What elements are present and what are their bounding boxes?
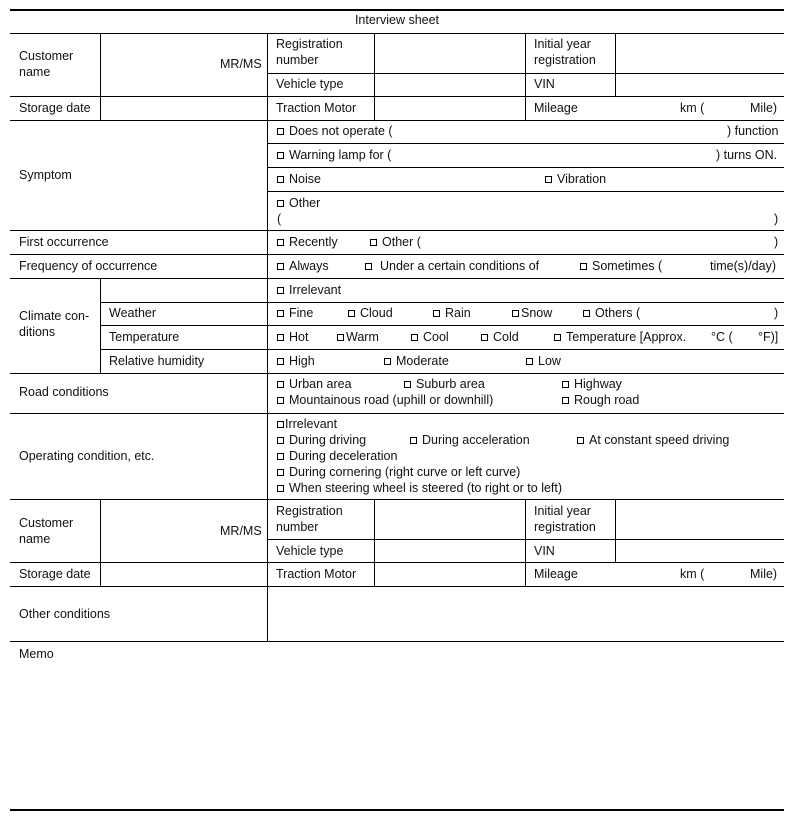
does-not-operate-option[interactable]: Does not operate ( xyxy=(277,123,393,139)
checkbox-icon[interactable] xyxy=(277,381,284,388)
divider xyxy=(374,33,375,120)
first-other-option[interactable]: Other ( xyxy=(370,234,421,250)
rule xyxy=(10,230,784,231)
checkbox-icon[interactable] xyxy=(277,485,284,492)
urban-area-option[interactable]: Urban area xyxy=(277,376,352,392)
traction-motor-label-2: Traction Motor xyxy=(276,567,357,581)
checkbox-icon[interactable] xyxy=(410,437,417,444)
rule xyxy=(10,413,784,414)
checkbox-icon[interactable] xyxy=(433,310,440,317)
rule xyxy=(10,562,784,563)
mileage-label: Mileage xyxy=(534,101,578,115)
rule xyxy=(10,499,784,500)
checkbox-icon[interactable] xyxy=(277,152,284,159)
checkbox-icon[interactable] xyxy=(277,200,284,207)
checkbox-icon[interactable] xyxy=(348,310,355,317)
divider xyxy=(267,33,268,120)
checkbox-icon[interactable] xyxy=(277,239,284,246)
relative-humidity-label: Relative humidity xyxy=(109,354,205,368)
vin-label: VIN xyxy=(534,77,555,91)
rule xyxy=(100,325,784,326)
checkbox-icon[interactable] xyxy=(277,128,284,135)
vibration-option[interactable]: Vibration xyxy=(545,171,606,187)
rule xyxy=(267,167,784,168)
other-symptom-option[interactable]: Other xyxy=(277,195,320,211)
checkbox-icon[interactable] xyxy=(580,263,587,270)
mile-label: Mile) xyxy=(750,101,778,115)
mileage-label-2: Mileage xyxy=(534,567,578,581)
checkbox-icon[interactable] xyxy=(384,358,391,365)
divider xyxy=(525,33,526,120)
mountainous-road-option[interactable]: Mountainous road (uphill or downhill) xyxy=(277,392,493,408)
mile-label-2: Mile) xyxy=(750,567,778,581)
storage-date-label: Storage date xyxy=(19,101,91,115)
checkbox-icon[interactable] xyxy=(370,239,377,246)
moderate-option[interactable]: Moderate xyxy=(384,353,449,369)
rule xyxy=(10,120,784,121)
memo-label: Memo xyxy=(19,647,54,661)
suburb-area-option[interactable]: Suburb area xyxy=(404,376,485,392)
km-label: km ( xyxy=(680,101,705,115)
rule xyxy=(100,349,784,350)
noise-option[interactable]: Noise xyxy=(277,171,321,187)
during-deceleration-option[interactable]: During deceleration xyxy=(277,448,397,464)
rule xyxy=(10,96,784,97)
checkbox-icon[interactable] xyxy=(512,310,519,317)
rule xyxy=(10,641,784,642)
certain-conditions-option[interactable]: Under a certain conditions of xyxy=(365,258,539,274)
rule xyxy=(267,143,784,144)
cloud-option[interactable]: Cloud xyxy=(348,305,393,321)
highway-option[interactable]: Highway xyxy=(562,376,622,392)
always-option[interactable]: Always xyxy=(277,258,329,274)
operating-irrelevant-option[interactable]: Irrelevant xyxy=(277,416,337,432)
divider xyxy=(267,499,268,641)
checkbox-icon[interactable] xyxy=(277,334,284,341)
during-driving-option[interactable]: During driving xyxy=(277,432,366,448)
checkbox-icon[interactable] xyxy=(577,437,584,444)
checkbox-icon[interactable] xyxy=(277,469,284,476)
rough-road-option[interactable]: Rough road xyxy=(562,392,639,408)
fine-option[interactable]: Fine xyxy=(277,305,313,321)
rule xyxy=(100,302,784,303)
rule xyxy=(10,586,784,587)
first-occurrence-label: First occurrence xyxy=(19,235,109,249)
turns-on-label: ) turns ON. xyxy=(716,148,778,162)
divider xyxy=(615,33,616,97)
high-option[interactable]: High xyxy=(277,353,315,369)
checkbox-icon[interactable] xyxy=(277,176,284,183)
temperature-approx-option[interactable]: Temperature [Approx. xyxy=(554,329,686,345)
other-close-paren: ) xyxy=(774,212,779,226)
divider xyxy=(267,413,268,499)
rule xyxy=(10,278,784,279)
temperature-label: Temperature xyxy=(109,330,180,344)
hot-option[interactable]: Hot xyxy=(277,329,308,345)
cool-option[interactable]: Cool xyxy=(411,329,449,345)
storage-date-label-2: Storage date xyxy=(19,567,91,581)
bottom-border xyxy=(10,809,784,811)
other-open-paren: ( xyxy=(277,212,282,226)
checkbox-icon[interactable] xyxy=(277,421,284,428)
mr-ms-label: MR/MS xyxy=(220,57,262,71)
recently-option[interactable]: Recently xyxy=(277,234,338,250)
climate-conditions-label: Climate con- ditions xyxy=(19,309,90,339)
checkbox-icon[interactable] xyxy=(365,263,372,270)
checkbox-icon[interactable] xyxy=(526,358,533,365)
vin-label-2: VIN xyxy=(534,544,555,558)
checkbox-icon[interactable] xyxy=(277,397,284,404)
divider xyxy=(525,499,526,586)
rule xyxy=(10,254,784,255)
divider xyxy=(374,499,375,586)
during-cornering-option[interactable]: During cornering (right curve or left curve) xyxy=(277,464,520,480)
checkbox-icon[interactable] xyxy=(337,334,344,341)
checkbox-icon[interactable] xyxy=(277,437,284,444)
vehicle-type-label-2: Vehicle type xyxy=(276,544,344,558)
steering-option[interactable]: When steering wheel is steered (to right or to left) xyxy=(277,480,562,496)
checkbox-icon[interactable] xyxy=(411,334,418,341)
checkbox-icon[interactable] xyxy=(404,381,411,388)
first-other-close: ) xyxy=(774,235,779,249)
customer-name-label-2: Customer name xyxy=(19,516,74,546)
weather-close-paren: ) xyxy=(774,306,779,320)
vehicle-type-label: Vehicle type xyxy=(276,77,344,91)
checkbox-icon[interactable] xyxy=(562,381,569,388)
checkbox-icon[interactable] xyxy=(481,334,488,341)
sometimes-option[interactable]: Sometimes ( xyxy=(580,258,662,274)
deg-c-label: °C ( xyxy=(711,330,733,344)
traction-motor-label: Traction Motor xyxy=(276,101,357,115)
function-close-label: ) function xyxy=(727,124,779,138)
checkbox-icon[interactable] xyxy=(277,358,284,365)
climate-irrelevant-option[interactable]: Irrelevant xyxy=(277,282,341,298)
checkbox-icon[interactable] xyxy=(277,310,284,317)
warm-option[interactable]: Warm xyxy=(337,329,379,345)
rule xyxy=(267,191,784,192)
weather-others-option[interactable]: Others ( xyxy=(583,305,640,321)
checkbox-icon[interactable] xyxy=(545,176,552,183)
registration-number-label-2: Registration number xyxy=(276,504,343,534)
checkbox-icon[interactable] xyxy=(277,263,284,270)
divider xyxy=(615,499,616,563)
checkbox-icon[interactable] xyxy=(583,310,590,317)
other-conditions-label: Other conditions xyxy=(19,607,111,621)
initial-year-registration-label-2: Initial year registration xyxy=(534,504,596,534)
divider xyxy=(100,33,101,120)
low-option[interactable]: Low xyxy=(526,353,561,369)
rule xyxy=(10,373,784,374)
frequency-label: Frequency of occurrence xyxy=(19,259,158,273)
snow-option[interactable]: Snow xyxy=(512,305,552,321)
initial-year-registration-label: Initial year registration xyxy=(534,37,596,67)
sheet-title: Interview sheet xyxy=(354,13,440,27)
times-per-day-label: time(s)/day) xyxy=(710,259,776,273)
checkbox-icon[interactable] xyxy=(277,453,284,460)
deg-f-label: °F)] xyxy=(758,330,779,344)
constant-speed-option[interactable]: At constant speed driving xyxy=(577,432,729,448)
customer-name-label: Customer name xyxy=(19,49,74,79)
checkbox-icon[interactable] xyxy=(554,334,561,341)
road-conditions-label: Road conditions xyxy=(19,385,109,399)
during-acceleration-option[interactable]: During acceleration xyxy=(410,432,530,448)
cold-option[interactable]: Cold xyxy=(481,329,519,345)
checkbox-icon[interactable] xyxy=(562,397,569,404)
checkbox-icon[interactable] xyxy=(277,287,284,294)
km-label-2: km ( xyxy=(680,567,705,581)
warning-lamp-option[interactable]: Warning lamp for ( xyxy=(277,147,391,163)
operating-condition-label: Operating condition, etc. xyxy=(19,449,155,463)
rule xyxy=(10,33,784,34)
mr-ms-label-2: MR/MS xyxy=(220,524,262,538)
weather-label: Weather xyxy=(109,306,157,320)
divider xyxy=(100,278,101,373)
symptom-label: Symptom xyxy=(19,168,72,182)
divider xyxy=(100,499,101,586)
rain-option[interactable]: Rain xyxy=(433,305,471,321)
divider xyxy=(267,120,268,413)
registration-number-label: Registration number xyxy=(276,37,343,67)
top-border xyxy=(10,9,784,11)
